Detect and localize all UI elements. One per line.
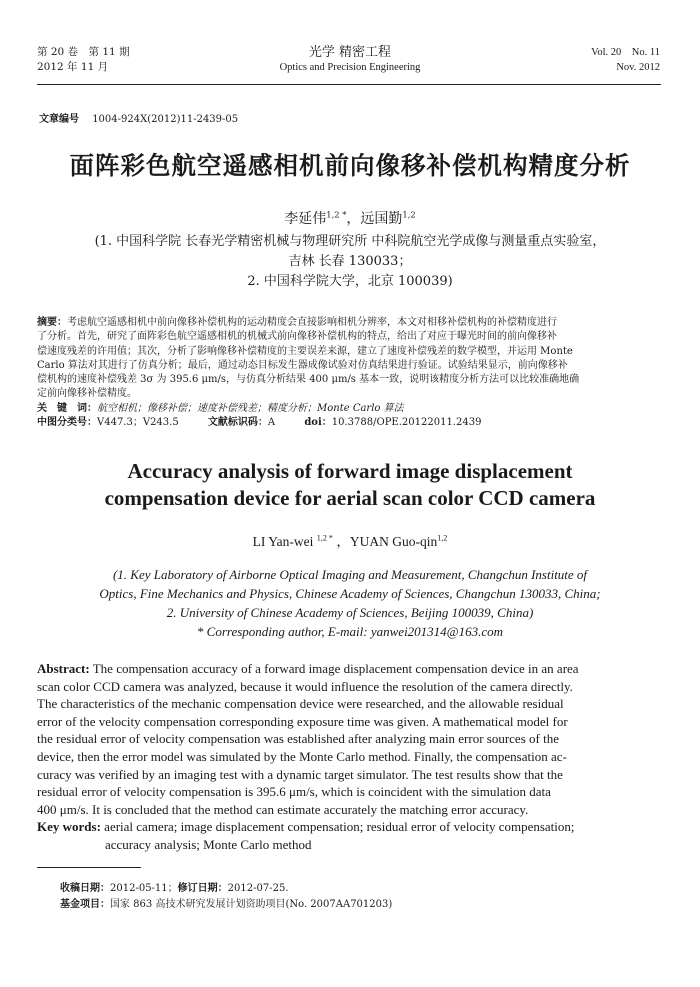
abstract-en-line: scan color CCD camera was analyzed, because it would influence the resolution of the camera directly. bbox=[37, 678, 573, 694]
affiliation-cn-line: 2. 中国科学院大学，北京 100039) bbox=[247, 274, 453, 289]
revised-label: 修订日期： bbox=[177, 883, 228, 894]
received-label: 收稿日期： bbox=[60, 883, 110, 894]
abstract-en-line: the residual error of velocity compensation was established after analyzing main error sources of the bbox=[37, 731, 559, 747]
doc-code-label: 文献标识码： bbox=[207, 417, 268, 429]
keywords-en bbox=[37, 818, 663, 836]
affiliation-en bbox=[20, 565, 680, 641]
abstract-en bbox=[37, 660, 663, 854]
abstract-en-line: residual error of velocity compensation is 395.6 μm/s, which is coincident with the simulation data bbox=[37, 784, 551, 800]
authors-cn bbox=[0, 208, 700, 228]
clc-label: 中图分类号： bbox=[37, 417, 97, 429]
affiliation-cn-line: (1. 中国科学院 长春光学精密机械与物理研究所 中科院航空光学成像与测量重点实验室， bbox=[94, 234, 606, 249]
header-volume-cn: 第 20 卷 第 11 期 bbox=[37, 46, 130, 58]
doi-value: 10.3788/OPE.20122011.2439 bbox=[331, 417, 482, 429]
author-cn-sep: ， bbox=[346, 211, 361, 227]
keywords-en-line: aerial camera; image displacement compensation; residual error of velocity compensation; bbox=[100, 819, 575, 835]
header-volume-en: Vol. 20 No. 11 bbox=[591, 47, 660, 58]
title-en-line: Accuracy analysis of forward image displacement bbox=[127, 459, 573, 483]
received-date: 2012-05-11； bbox=[110, 883, 178, 894]
affiliation-en-line: 2. University of Chinese Academy of Sciences, Beijing 100039, China) bbox=[166, 605, 534, 620]
affiliation-cn-line: 吉林 长春 130033； bbox=[288, 254, 412, 269]
journal-name-en: Optics and Precision Engineering bbox=[279, 62, 421, 73]
author-en-2: YUAN Guo-qin bbox=[349, 534, 438, 549]
abstract-cn-line: 定前向像移补偿精度。 bbox=[37, 388, 137, 400]
author-cn-1: 李延伟 bbox=[284, 211, 327, 227]
keywords-cn-text: 航空相机；像移补偿；速度补偿残差；精度分析；Monte Carlo 算法 bbox=[97, 402, 404, 414]
article-number-value: 1004-924X(2012)11-2439-05 bbox=[92, 114, 239, 125]
abstract-en-line: curacy was verified by an imaging test with a dynamic target simulator. The test results show that the bbox=[37, 766, 563, 782]
affiliation-en-line: (1. Key Laboratory of Airborne Optical Imaging and Measurement, Changchun Institute of bbox=[112, 567, 588, 582]
fund-label: 基金项目： bbox=[60, 899, 110, 910]
affiliation-en-line: Optics, Fine Mechanics and Physics, Chinese Academy of Sciences, Changchun 130033, China; bbox=[99, 586, 601, 601]
classification-line bbox=[37, 416, 663, 430]
keywords-cn-label: 关 键 词： bbox=[37, 402, 97, 414]
article-number bbox=[39, 110, 238, 125]
corresponding-author: * Corresponding author, E-mail: yanwei201314@163.com bbox=[196, 624, 504, 639]
doi-label: doi： bbox=[304, 417, 332, 429]
abstract-cn-line: 偿速度残差的许用值；其次，分析了影响像移补偿精度的主要误差来源，建立了速度补偿残差的数学模型，并运用 Monte bbox=[37, 345, 573, 357]
abstract-en-line: error of the velocity compensation corresponding exposure time was given. A mathematical model for bbox=[37, 713, 568, 729]
author-cn-2: 远国勤 bbox=[360, 211, 403, 227]
authors-en bbox=[0, 530, 700, 550]
abstract-cn bbox=[37, 316, 663, 430]
footnote-fund bbox=[60, 897, 392, 913]
abstract-en-line: The characteristics of the mechanic compensation device were researched, and the allowable residual bbox=[37, 696, 564, 712]
abstract-cn-line: 考虑航空遥感相机中前向像移补偿机构的运动精度会直接影响相机分辨率，本文对相移补偿机构的补偿精度进行 bbox=[67, 317, 557, 328]
affiliation-cn bbox=[40, 232, 660, 292]
title-cn: 面阵彩色航空遥感相机前向像移补偿机构精度分析 bbox=[69, 151, 631, 180]
author-en-sep: ， bbox=[332, 534, 350, 549]
author-en-1: LI Yan-wei bbox=[252, 534, 314, 549]
abstract-en-line: 400 μm/s. It is concluded that the method can estimate accurately the matching error accuracy. bbox=[37, 801, 529, 817]
abstract-en-line: The compensation accuracy of a forward image displacement compensation device in an area bbox=[89, 661, 579, 676]
header-right bbox=[591, 45, 660, 75]
author-cn-2-sup: 1,2 bbox=[402, 209, 416, 220]
author-cn-1-sup: 1,2 * bbox=[326, 209, 347, 220]
abstract-en-line: device, then the error model was simulated by the Monte Carlo method. Finally, the compensation ac- bbox=[37, 748, 567, 764]
author-en-1-sup: 1,2 * bbox=[316, 533, 333, 543]
footnotes bbox=[60, 881, 392, 913]
fund-text: 国家 863 高技术研究发展计划资助项目(No. 2007AA701203) bbox=[110, 899, 393, 910]
header-left bbox=[37, 45, 130, 75]
header-center bbox=[200, 45, 500, 75]
footnote-dates bbox=[60, 881, 392, 897]
abstract-cn-line: 了分析。首先，研究了面阵彩色航空遥感相机的机械式前向像移补偿机构的特点，给出了对应于曝光时间的前向像移补 bbox=[37, 331, 557, 343]
abstract-cn-line: 偿机构的速度补偿残差 3σ 为 395.6 μm/s，与仿真分析结果 400 μm/s 基本一致，说明该精度分析方法可以比较准确地确 bbox=[37, 374, 580, 386]
header-date-en: Nov. 2012 bbox=[616, 62, 660, 73]
article-number-label: 文章编号 bbox=[39, 114, 79, 125]
clc-value: V447.3；V243.5 bbox=[97, 417, 179, 429]
abstract-cn-line: Carlo 算法对其进行了仿真分析；最后，通过动态目标发生器成像试验对仿真结果进行验证。试验结果显示，前向像移补 bbox=[37, 359, 568, 371]
title-en-line: compensation device for aerial scan color CCD camera bbox=[104, 486, 596, 510]
doc-code-value: A bbox=[267, 417, 276, 429]
author-en-2-sup: 1,2 bbox=[437, 533, 448, 543]
header-date-cn: 2012 年 11 月 bbox=[37, 61, 109, 73]
journal-name-cn: 光学 精密工程 bbox=[308, 45, 392, 60]
keywords-en-line: accuracy analysis; Monte Carlo method bbox=[105, 836, 312, 852]
footnote-rule bbox=[37, 867, 141, 868]
header-rule bbox=[37, 84, 661, 85]
abstract-cn-label: 摘要： bbox=[37, 317, 67, 328]
keywords-cn bbox=[37, 402, 663, 416]
abstract-en-label: Abstract: bbox=[37, 661, 90, 676]
title-en bbox=[0, 458, 700, 512]
revised-date: 2012-07-25. bbox=[227, 883, 289, 894]
keywords-en-label: Key words: bbox=[37, 819, 101, 835]
